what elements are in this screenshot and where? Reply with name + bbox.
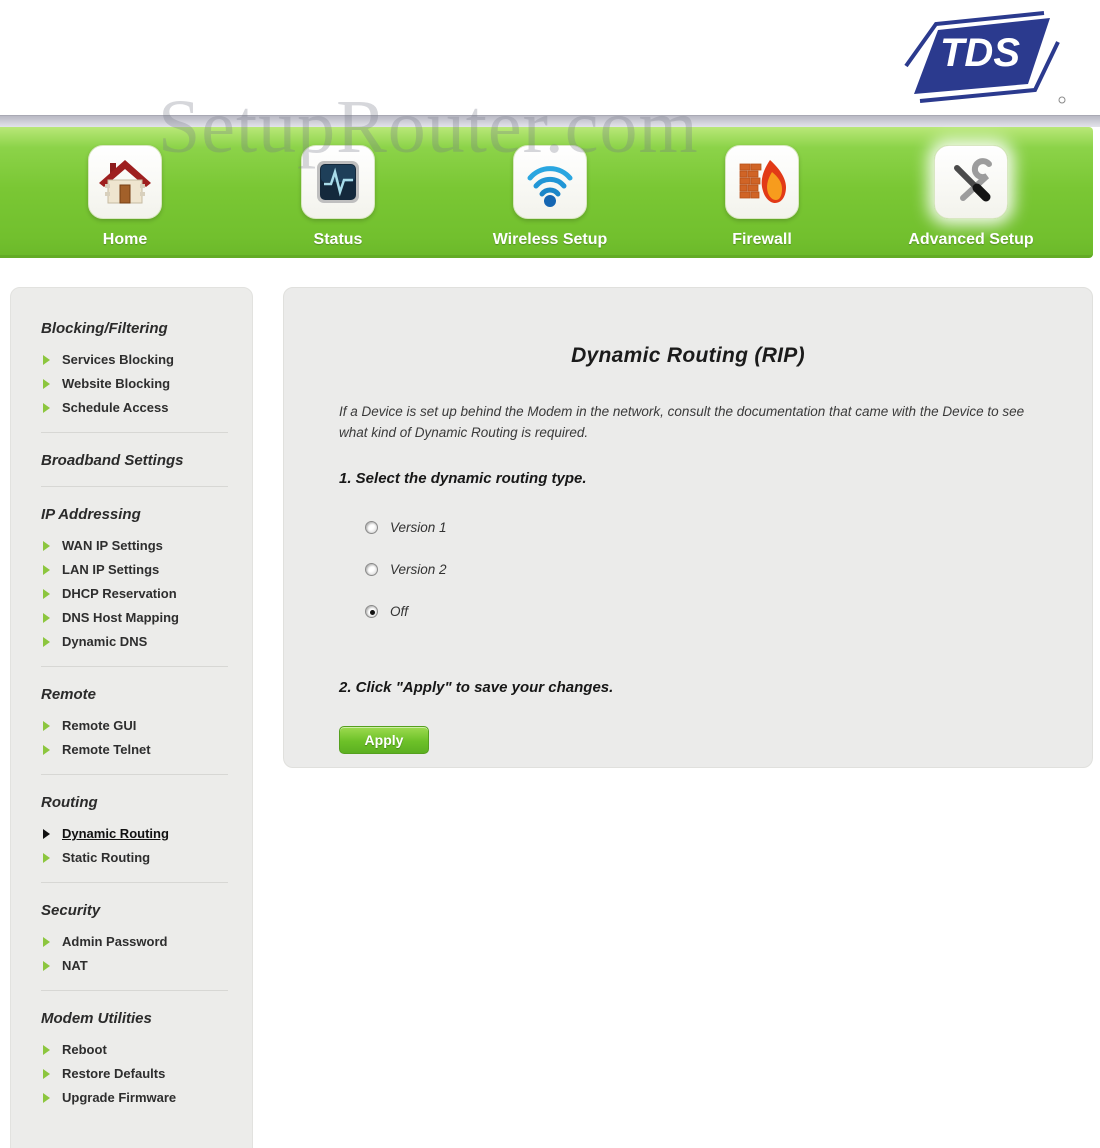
page-description: If a Device is set up behind the Modem in the network, consult the documentation that came with the Device to see what kind of Dynamic Routing is required. — [339, 404, 1025, 440]
arrow-icon — [43, 379, 50, 389]
sidebar-section-ip-addressing: IP Addressing — [41, 506, 141, 523]
sidebar-section-remote: Remote — [41, 686, 97, 703]
nav-item-home[interactable] — [50, 145, 200, 249]
arrow-icon — [43, 853, 50, 863]
page-title: Dynamic Routing (RIP) — [571, 344, 805, 367]
top-gray-strip — [0, 115, 1100, 127]
arrow-icon — [43, 829, 50, 839]
tds-logo — [892, 4, 1072, 108]
sidebar-item-services-blocking[interactable]: Services Blocking — [43, 353, 234, 367]
divider — [41, 990, 228, 991]
wireless-icon — [513, 145, 587, 219]
home-icon — [88, 145, 162, 219]
status-icon — [301, 145, 375, 219]
tds-logo-icon — [892, 4, 1072, 108]
sidebar-item-lan-ip-settings[interactable]: LAN IP Settings — [43, 563, 234, 577]
nav-item-wireless-setup[interactable] — [475, 145, 625, 249]
nav-item-status[interactable] — [263, 145, 413, 249]
radio-version-2[interactable]: Version 2 — [365, 549, 1037, 591]
nav-item-advanced-setup[interactable] — [896, 145, 1046, 249]
svg-text:TDS: TDS — [940, 31, 1020, 75]
arrow-icon — [43, 613, 50, 623]
sidebar-item-reboot[interactable]: Reboot — [43, 1043, 234, 1057]
arrow-icon — [43, 355, 50, 365]
arrow-icon — [43, 541, 50, 551]
divider — [41, 774, 228, 775]
arrow-icon — [43, 1093, 50, 1103]
sidebar-item-dynamic-routing[interactable]: Dynamic Routing — [43, 827, 234, 841]
sidebar-item-schedule-access[interactable]: Schedule Access — [43, 401, 234, 415]
divider — [41, 432, 228, 433]
main-navbar — [0, 127, 1093, 258]
arrow-icon — [43, 721, 50, 731]
sidebar-item-restore-defaults[interactable]: Restore Defaults — [43, 1067, 234, 1081]
sidebar-section-blocking-filtering: Blocking/Filtering — [41, 320, 168, 337]
sidebar-section-modem-utilities: Modem Utilities — [41, 1010, 152, 1027]
nav-label-wireless-setup: Wireless Setup — [492, 231, 608, 248]
sidebar-item-upgrade-firmware[interactable]: Upgrade Firmware — [43, 1091, 234, 1105]
nav-item-firewall[interactable] — [687, 145, 837, 249]
sidebar-section-security: Security — [41, 902, 101, 919]
routing-type-radio-group — [365, 507, 1037, 633]
sidebar-item-remote-gui[interactable]: Remote GUI — [43, 719, 234, 733]
tools-icon — [934, 145, 1008, 219]
sidebar-item-remote-telnet[interactable]: Remote Telnet — [43, 743, 234, 757]
sidebar-item-dynamic-dns[interactable]: Dynamic DNS — [43, 635, 234, 649]
arrow-icon — [43, 961, 50, 971]
arrow-icon — [43, 589, 50, 599]
sidebar-item-website-blocking[interactable]: Website Blocking — [43, 377, 234, 391]
sidebar-item-dns-host-mapping[interactable]: DNS Host Mapping — [43, 611, 234, 625]
arrow-icon — [43, 1069, 50, 1079]
sidebar-item-dhcp-reservation[interactable]: DHCP Reservation — [43, 587, 234, 601]
radio-button-icon[interactable] — [365, 521, 378, 534]
nav-label-firewall: Firewall — [732, 231, 792, 248]
sidebar-item-static-routing[interactable]: Static Routing — [43, 851, 234, 865]
sidebar — [10, 287, 253, 1148]
divider — [41, 666, 228, 667]
arrow-icon — [43, 637, 50, 647]
arrow-icon — [43, 565, 50, 575]
radio-version-1[interactable]: Version 1 — [365, 507, 1037, 549]
radio-button-icon[interactable] — [365, 563, 378, 576]
arrow-icon — [43, 937, 50, 947]
watermark-text: SetupRouter.com — [158, 85, 699, 169]
apply-button[interactable]: Apply — [339, 726, 429, 754]
nav-label-home: Home — [102, 231, 148, 248]
radio-off[interactable]: Off — [365, 591, 1037, 633]
step1-label: 1. Select the dynamic routing type. — [339, 469, 587, 487]
arrow-icon — [43, 745, 50, 755]
step2-label: 2. Click "Apply" to save your changes. — [339, 678, 614, 696]
sidebar-item-admin-password[interactable]: Admin Password — [43, 935, 234, 949]
arrow-icon — [43, 403, 50, 413]
sidebar-section-broadband-settings: Broadband Settings — [41, 452, 184, 469]
firewall-icon — [725, 145, 799, 219]
radio-button-icon[interactable] — [365, 605, 378, 618]
sidebar-item-nat[interactable]: NAT — [43, 959, 234, 973]
nav-label-status: Status — [313, 231, 363, 248]
nav-label-advanced-setup: Advanced Setup — [908, 231, 1034, 248]
arrow-icon — [43, 1045, 50, 1055]
sidebar-section-routing: Routing — [41, 794, 98, 811]
main-panel — [283, 287, 1093, 768]
divider — [41, 882, 228, 883]
divider — [41, 486, 228, 487]
sidebar-item-wan-ip-settings[interactable]: WAN IP Settings — [43, 539, 234, 553]
